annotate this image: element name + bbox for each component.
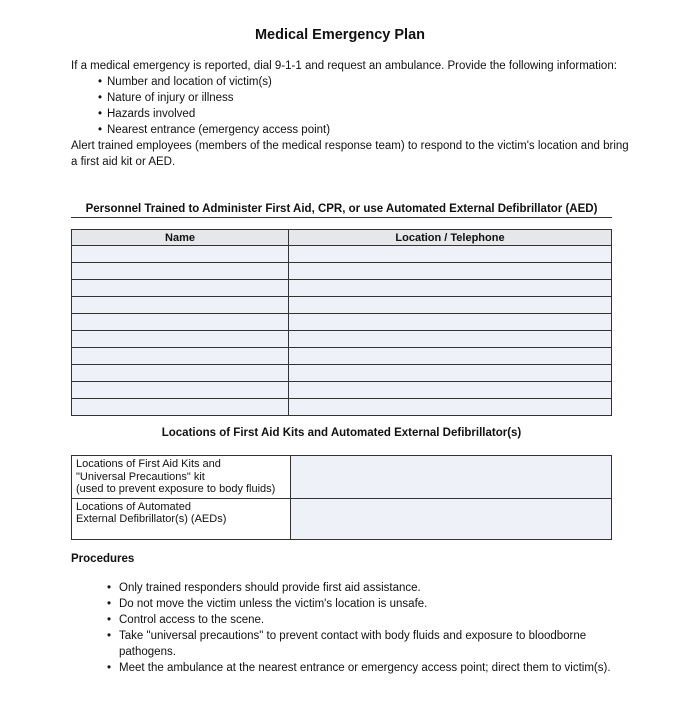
table-row (72, 280, 612, 297)
label-line: External Defibrillator(s) (AEDs) (76, 513, 227, 525)
first-aid-kit-location-field[interactable] (291, 456, 612, 499)
location-telephone-cell[interactable] (289, 331, 612, 348)
location-telephone-cell[interactable] (289, 314, 612, 331)
intro-item: • Nature of injury or illness (71, 90, 631, 106)
location-telephone-cell[interactable] (289, 280, 612, 297)
name-cell[interactable] (72, 399, 289, 416)
procedure-item: • Do not move the victim unless the victim's location is unsafe. (105, 596, 625, 612)
table-row (72, 365, 612, 382)
label-line: Locations of Automated (76, 500, 191, 513)
name-cell[interactable] (72, 246, 289, 263)
table-row (72, 382, 612, 399)
table-row (72, 297, 612, 314)
intro-section (71, 58, 631, 170)
personnel-heading: Personnel Trained to Administer First Aid, CPR, or use Automated External Defibrillator (AED) (71, 203, 612, 218)
intro-item: • Hazards involved (71, 106, 631, 122)
procedure-item: • Take "universal precautions" to prevent contact with body fluids and exposure to bloodborne pathogens. (105, 628, 625, 660)
table-row (72, 246, 612, 263)
location-telephone-cell[interactable] (289, 246, 612, 263)
name-cell[interactable] (72, 314, 289, 331)
procedure-item: • Only trained responders should provide first aid assistance. (105, 580, 625, 596)
first-aid-kit-label (72, 456, 291, 499)
procedure-item: • Meet the ambulance at the nearest entrance or emergency access point; direct them to victim(s). (105, 660, 625, 676)
table-row (72, 348, 612, 365)
location-telephone-cell[interactable] (289, 348, 612, 365)
location-telephone-cell[interactable] (289, 399, 612, 416)
location-telephone-cell[interactable] (289, 365, 612, 382)
table-row (72, 399, 612, 416)
name-cell[interactable] (72, 382, 289, 399)
table-row (72, 263, 612, 280)
column-header-location: Location / Telephone (289, 230, 612, 246)
procedures-list (105, 580, 625, 676)
personnel-table (71, 229, 612, 416)
page-title: Medical Emergency Plan (254, 27, 426, 43)
location-telephone-cell[interactable] (289, 382, 612, 399)
location-telephone-cell[interactable] (289, 263, 612, 280)
table-header-row (72, 230, 612, 246)
aed-label (72, 498, 291, 539)
column-header-name: Name (72, 230, 289, 246)
location-telephone-cell[interactable] (289, 297, 612, 314)
name-cell[interactable] (72, 297, 289, 314)
intro-item: • Number and location of victim(s) (71, 74, 631, 90)
name-cell[interactable] (72, 348, 289, 365)
intro-item: • Nearest entrance (emergency access point) (71, 122, 631, 138)
name-cell[interactable] (72, 365, 289, 382)
label-line: "Universal Precautions" kit (76, 470, 205, 483)
label-line: Locations of First Aid Kits and (76, 458, 221, 470)
label-line: (used to prevent exposure to body fluids) (76, 483, 276, 495)
personnel-table-body (72, 246, 612, 416)
name-cell[interactable] (72, 331, 289, 348)
locations-table (71, 455, 612, 540)
locations-heading: Locations of First Aid Kits and Automated External Defibrillator(s) (161, 427, 522, 439)
table-row (72, 331, 612, 348)
procedure-item: • Control access to the scene. (105, 612, 625, 628)
procedures-heading: Procedures (71, 553, 135, 565)
name-cell[interactable] (72, 280, 289, 297)
intro-alert: Alert trained employees (members of the medical response team) to respond to the victim's location and bring a first aid kit or AED. (71, 140, 629, 168)
intro-lead: If a medical emergency is reported, dial 9-1-1 and request an ambulance. Provide the following information: (71, 60, 617, 72)
intro-list (71, 74, 631, 138)
table-row (72, 314, 612, 331)
table-row (72, 498, 612, 539)
name-cell[interactable] (72, 263, 289, 280)
table-row (72, 456, 612, 499)
aed-location-field[interactable] (291, 498, 612, 539)
